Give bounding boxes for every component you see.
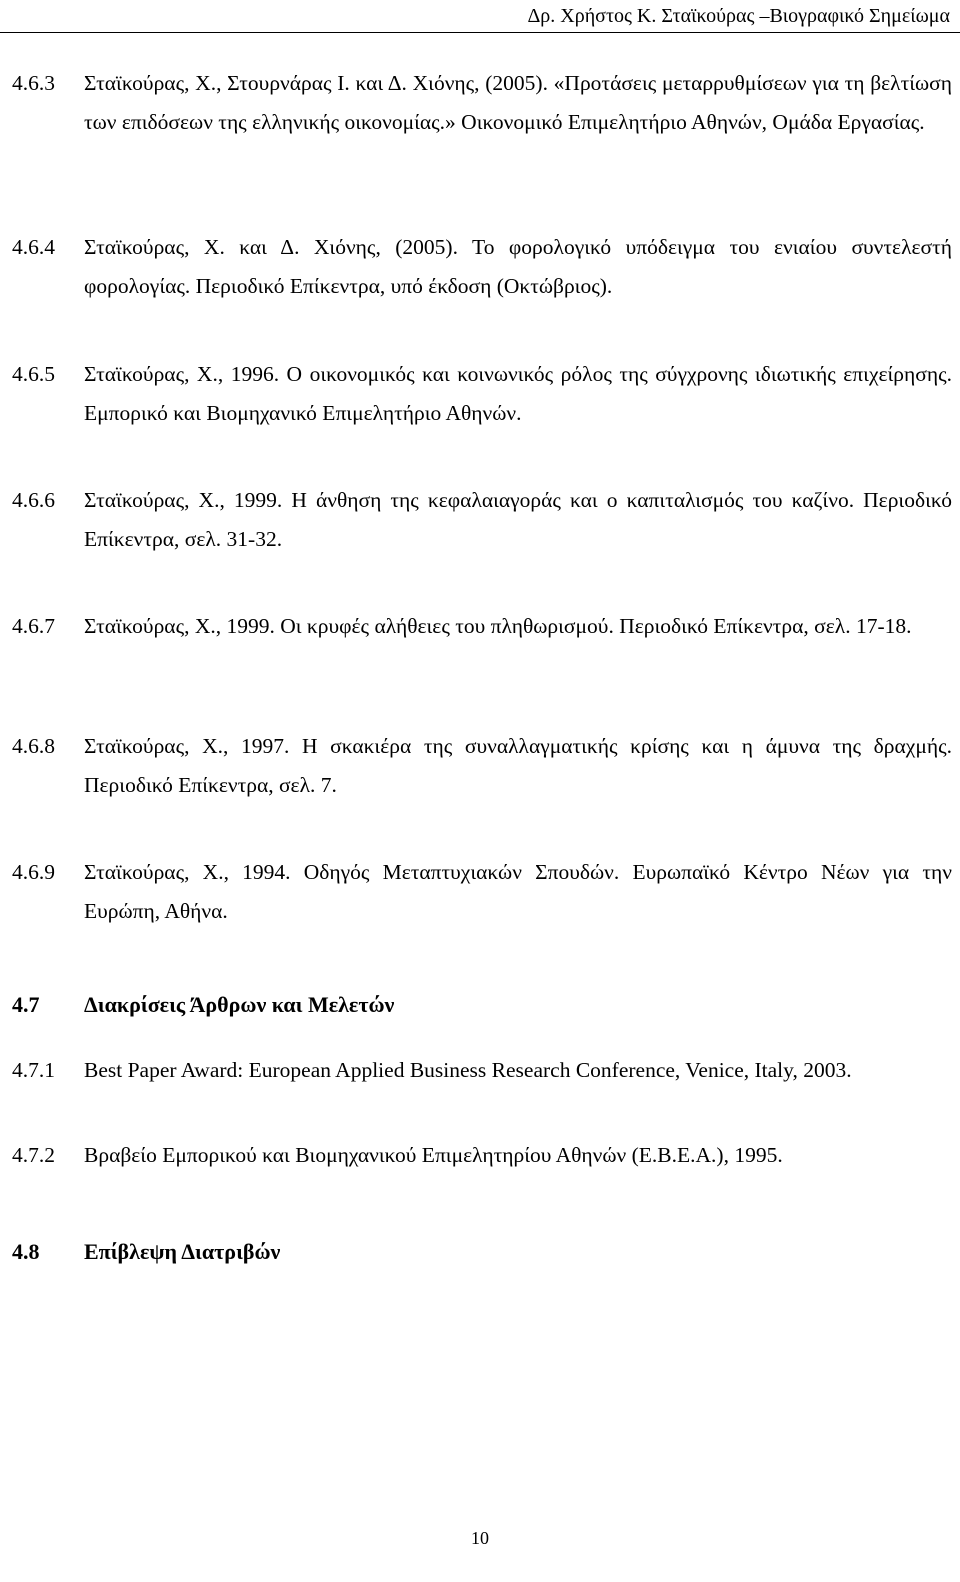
entry-4-6-9	[12, 853, 952, 931]
entry-number: 4.6.6	[12, 488, 55, 512]
running-header: Δρ. Χρήστος Κ. Σταϊκούρας –Βιογραφικό Σημείωμα	[527, 5, 950, 27]
entry-number: 4.6.3	[12, 71, 55, 95]
entry-number: 4.6.4	[12, 235, 55, 259]
entry-4-6-5	[12, 355, 952, 433]
entry-text: Σταϊκούρας, Χ., 1996. Ο οικονομικός και κοινωνικός ρόλος της σύγχρονης ιδιωτικής επιχείρησης. Εμπορικό και Βιομηχανικό Επιμελητήριο Αθηνών.	[84, 362, 952, 425]
section-title: Διακρίσεις Άρθρων και Μελετών	[84, 992, 395, 1017]
entry-number: 4.6.8	[12, 734, 55, 758]
section-number: 4.8	[12, 1239, 40, 1264]
entry-4-7-2	[12, 1136, 952, 1175]
entry-text: Best Paper Award: European Applied Business Research Conference, Venice, Italy, 2003.	[84, 1058, 852, 1082]
entry-4-6-7	[12, 607, 952, 646]
entry-text: Βραβείο Εμπορικού και Βιομηχανικού Επιμελητηρίου Αθηνών (Ε.Β.Ε.Α.), 1995.	[84, 1143, 783, 1167]
entry-number: 4.6.9	[12, 860, 55, 884]
entry-text: Σταϊκούρας, Χ., 1997. Η σκακιέρα της συναλλαγματικής κρίσης και η άμυνα της δραχμής. Περιοδικό Επίκεντρα, σελ. 7.	[84, 734, 952, 797]
section-title: Επίβλεψη Διατριβών	[84, 1239, 281, 1264]
entry-number: 4.6.5	[12, 362, 55, 386]
entry-4-6-4	[12, 228, 952, 306]
header-divider	[0, 32, 960, 33]
entry-text: Σταϊκούρας, Χ., 1999. Οι κρυφές αλήθειες του πληθωρισμού. Περιοδικό Επίκεντρα, σελ. 17-18.	[84, 614, 912, 638]
entry-text: Σταϊκούρας, Χ. και Δ. Χιόνης, (2005). Το φορολογικό υπόδειγμα του ενιαίου συντελεστή φορολογίας. Περιοδικό Επίκεντρα, υπό έκδοση (Οκτώβριος).	[84, 235, 952, 298]
entry-number: 4.7.1	[12, 1058, 55, 1082]
entry-4-7-1	[12, 1051, 952, 1090]
entry-number: 4.7.2	[12, 1143, 55, 1167]
entry-4-6-8	[12, 727, 952, 805]
entry-4-6-6	[12, 481, 952, 559]
entry-number: 4.6.7	[12, 614, 55, 638]
entry-text: Σταϊκούρας, Χ., 1999. Η άνθηση της κεφαλαιαγοράς και ο καπιταλισμός του καζίνο. Περιοδικό Επίκεντρα, σελ. 31-32.	[84, 488, 952, 551]
section-heading-4-8	[12, 1237, 952, 1267]
entry-text: Σταϊκούρας, Χ., 1994. Οδηγός Μεταπτυχιακών Σπουδών. Ευρωπαϊκό Κέντρο Νέων για την Ευρώπη, Αθήνα.	[84, 860, 952, 923]
page-number: 10	[471, 1528, 489, 1548]
entry-text: Σταϊκούρας, Χ., Στουρνάρας Ι. και Δ. Χιόνης, (2005). «Προτάσεις μεταρρυθμίσεων για τη βελτίωση των επιδόσεων της ελληνικής οικονομίας.» Οικονομικό Επιμελητήριο Αθηνών, Ομάδα Εργασίας.	[84, 71, 952, 134]
section-heading-4-7	[12, 990, 952, 1020]
entry-4-6-3	[12, 64, 952, 142]
section-number: 4.7	[12, 992, 40, 1017]
